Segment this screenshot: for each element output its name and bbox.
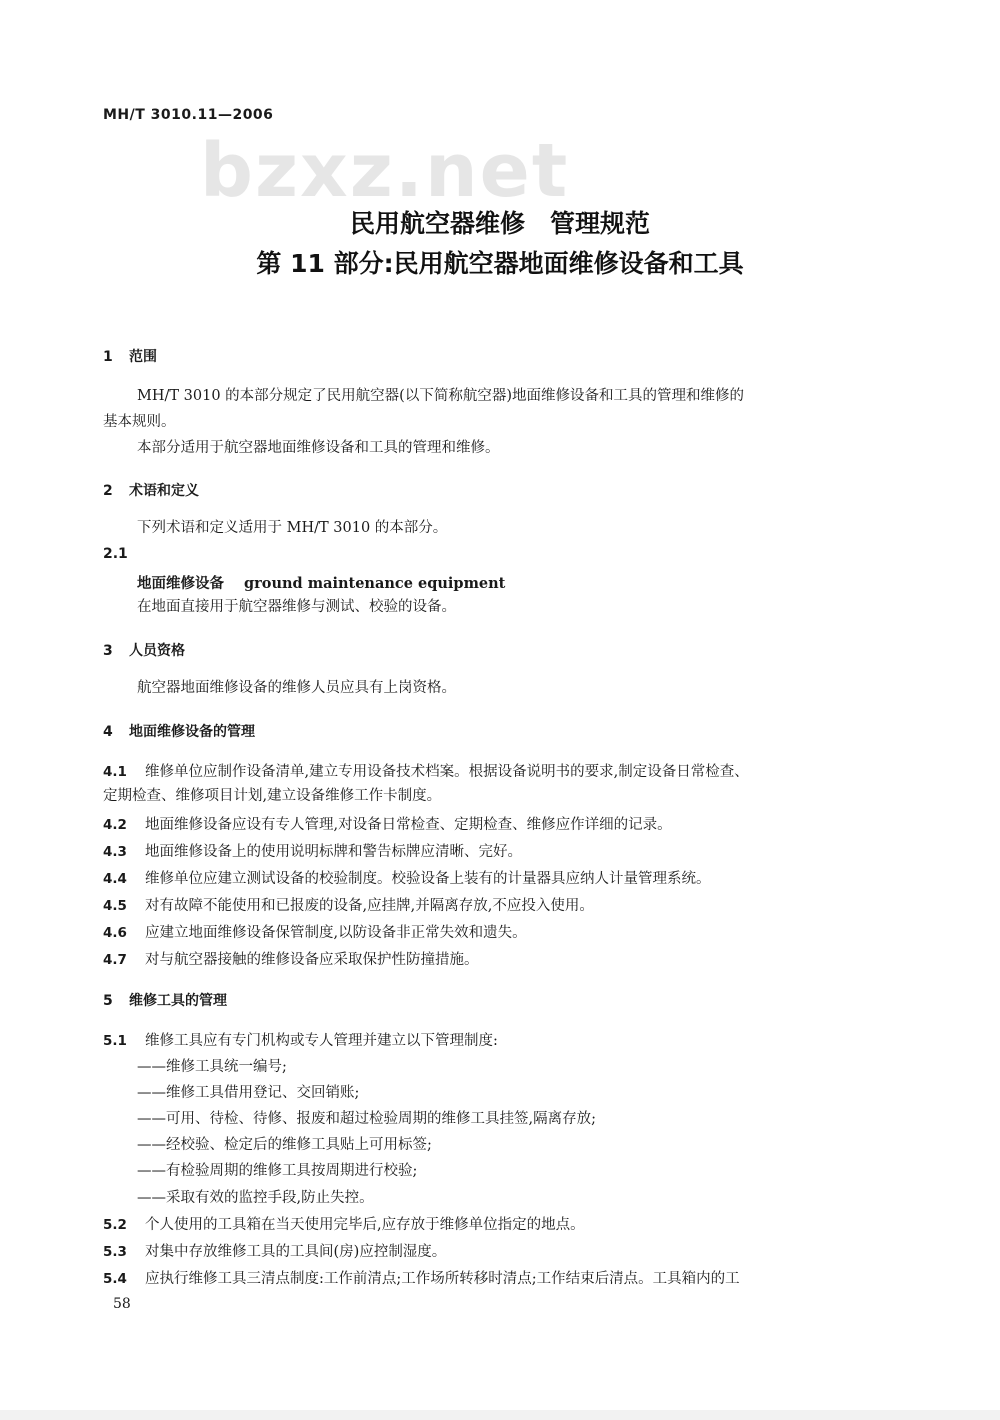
- clause-number: 4.1: [103, 764, 127, 780]
- document-title-line1: 民用航空器维修 管理规范: [349, 209, 650, 238]
- clause-number: 5.3: [103, 1244, 127, 1260]
- clause-text: 对与航空器接触的维修设备应采取保护性防撞措施。: [145, 952, 479, 968]
- clause-number: 4.2: [103, 817, 127, 833]
- dash-list-item: ——维修工具统一编号;: [137, 1059, 287, 1075]
- term-english: ground maintenance equipment: [244, 575, 506, 592]
- clause: [103, 1240, 446, 1261]
- clause-number: 4.6: [103, 925, 127, 941]
- clause: [103, 948, 479, 969]
- paragraph: 航空器地面维修设备的维修人员应具有上岗资格。: [137, 680, 456, 696]
- clause-number: 4.5: [103, 898, 127, 914]
- clause-text: 应执行维修工具三清点制度:工作前清点;工作场所转移时清点;工作结束后清点。工具箱内的工: [145, 1271, 740, 1287]
- paragraph: 下列术语和定义适用于 MH/T 3010 的本部分。: [137, 520, 448, 536]
- clause-text: 地面维修设备应设有专人管理,对设备日常检查、定期检查、维修应作详细的记录。: [145, 817, 672, 833]
- paragraph: 本部分适用于航空器地面维修设备和工具的管理和维修。: [137, 440, 500, 456]
- clause-number: 5.4: [103, 1271, 127, 1287]
- clause-text: 维修单位应建立测试设备的校验制度。校验设备上装有的计量器具应纳人计量管理系统。: [145, 871, 711, 887]
- term-entry: [137, 572, 505, 593]
- clause-text: 个人使用的工具箱在当天使用完毕后,应存放于维修单位指定的地点。: [145, 1217, 585, 1233]
- term-chinese: 地面维修设备: [137, 575, 224, 592]
- clause-number: 5.2: [103, 1217, 127, 1233]
- clause-number: 4.4: [103, 871, 127, 887]
- section-title: 地面维修设备的管理: [129, 724, 255, 740]
- clause-text: 对集中存放维修工具的工具间(房)应控制湿度。: [145, 1244, 447, 1260]
- section-heading-1: [103, 346, 157, 366]
- clause-number: 5.1: [103, 1033, 127, 1049]
- clause-text: 地面维修设备上的使用说明标牌和警告标牌应清晰、完好。: [145, 844, 522, 860]
- section-number: 3: [103, 643, 113, 659]
- section-number: 4: [103, 724, 113, 740]
- clause-number: 2.1: [103, 546, 128, 562]
- page-number: 58: [113, 1296, 131, 1312]
- section-title: 范围: [129, 349, 157, 365]
- clause: [103, 813, 672, 834]
- dash-list-item: ——采取有效的监控手段,防止失控。: [137, 1190, 374, 1206]
- term-definition: 在地面直接用于航空器维修与测试、校验的设备。: [137, 599, 456, 615]
- section-title: 维修工具的管理: [129, 993, 227, 1009]
- dash-list-item: ——维修工具借用登记、交回销账;: [137, 1085, 360, 1101]
- clause: [103, 1267, 740, 1288]
- dash-list-item: ——可用、待检、待修、报废和超过检验周期的维修工具挂签,隔离存放;: [137, 1111, 596, 1127]
- section-number: 2: [103, 483, 113, 499]
- section-title: 术语和定义: [129, 483, 199, 499]
- clause-text: 维修工具应有专门机构或专人管理并建立以下管理制度:: [145, 1033, 498, 1049]
- clause: [103, 867, 711, 888]
- paragraph: MH/T 3010 的本部分规定了民用航空器(以下简称航空器)地面维修设备和工具的管理和维修的: [137, 388, 744, 404]
- clause-text: 应建立地面维修设备保管制度,以防设备非正常失效和遗失。: [145, 925, 527, 941]
- section-number: 5: [103, 993, 113, 1009]
- clause: [103, 894, 594, 915]
- section-heading-4: [103, 721, 255, 741]
- paragraph: 基本规则。: [103, 414, 176, 430]
- clause-continuation: 定期检查、维修项目计划,建立设备维修工作卡制度。: [103, 788, 442, 804]
- watermark: bzxz.net: [200, 128, 570, 214]
- clause: [103, 921, 527, 942]
- section-number: 1: [103, 349, 113, 365]
- clause-number: 4.3: [103, 844, 127, 860]
- clause-text: 对有故障不能使用和已报废的设备,应挂牌,并隔离存放,不应投入使用。: [145, 898, 594, 914]
- dash-list-item: ——有检验周期的维修工具按周期进行校验;: [137, 1163, 418, 1179]
- section-title: 人员资格: [129, 643, 185, 659]
- clause: [103, 840, 522, 861]
- clause-number: 4.7: [103, 952, 127, 968]
- clause-text: 维修单位应制作设备清单,建立专用设备技术档案。根据设备说明书的要求,制定设备日常检查、: [145, 764, 749, 780]
- section-heading-2: [103, 480, 199, 500]
- page-bottom-strip: [0, 1410, 1000, 1420]
- section-heading-3: [103, 640, 185, 660]
- document-title-line2: 第 11 部分:民用航空器地面维修设备和工具: [256, 249, 744, 278]
- clause: [103, 760, 749, 781]
- clause: [103, 1029, 498, 1050]
- standard-code: MH/T 3010.11—2006: [103, 107, 274, 123]
- dash-list-item: ——经校验、检定后的维修工具贴上可用标签;: [137, 1137, 432, 1153]
- section-heading-5: [103, 990, 227, 1010]
- clause: [103, 1213, 585, 1234]
